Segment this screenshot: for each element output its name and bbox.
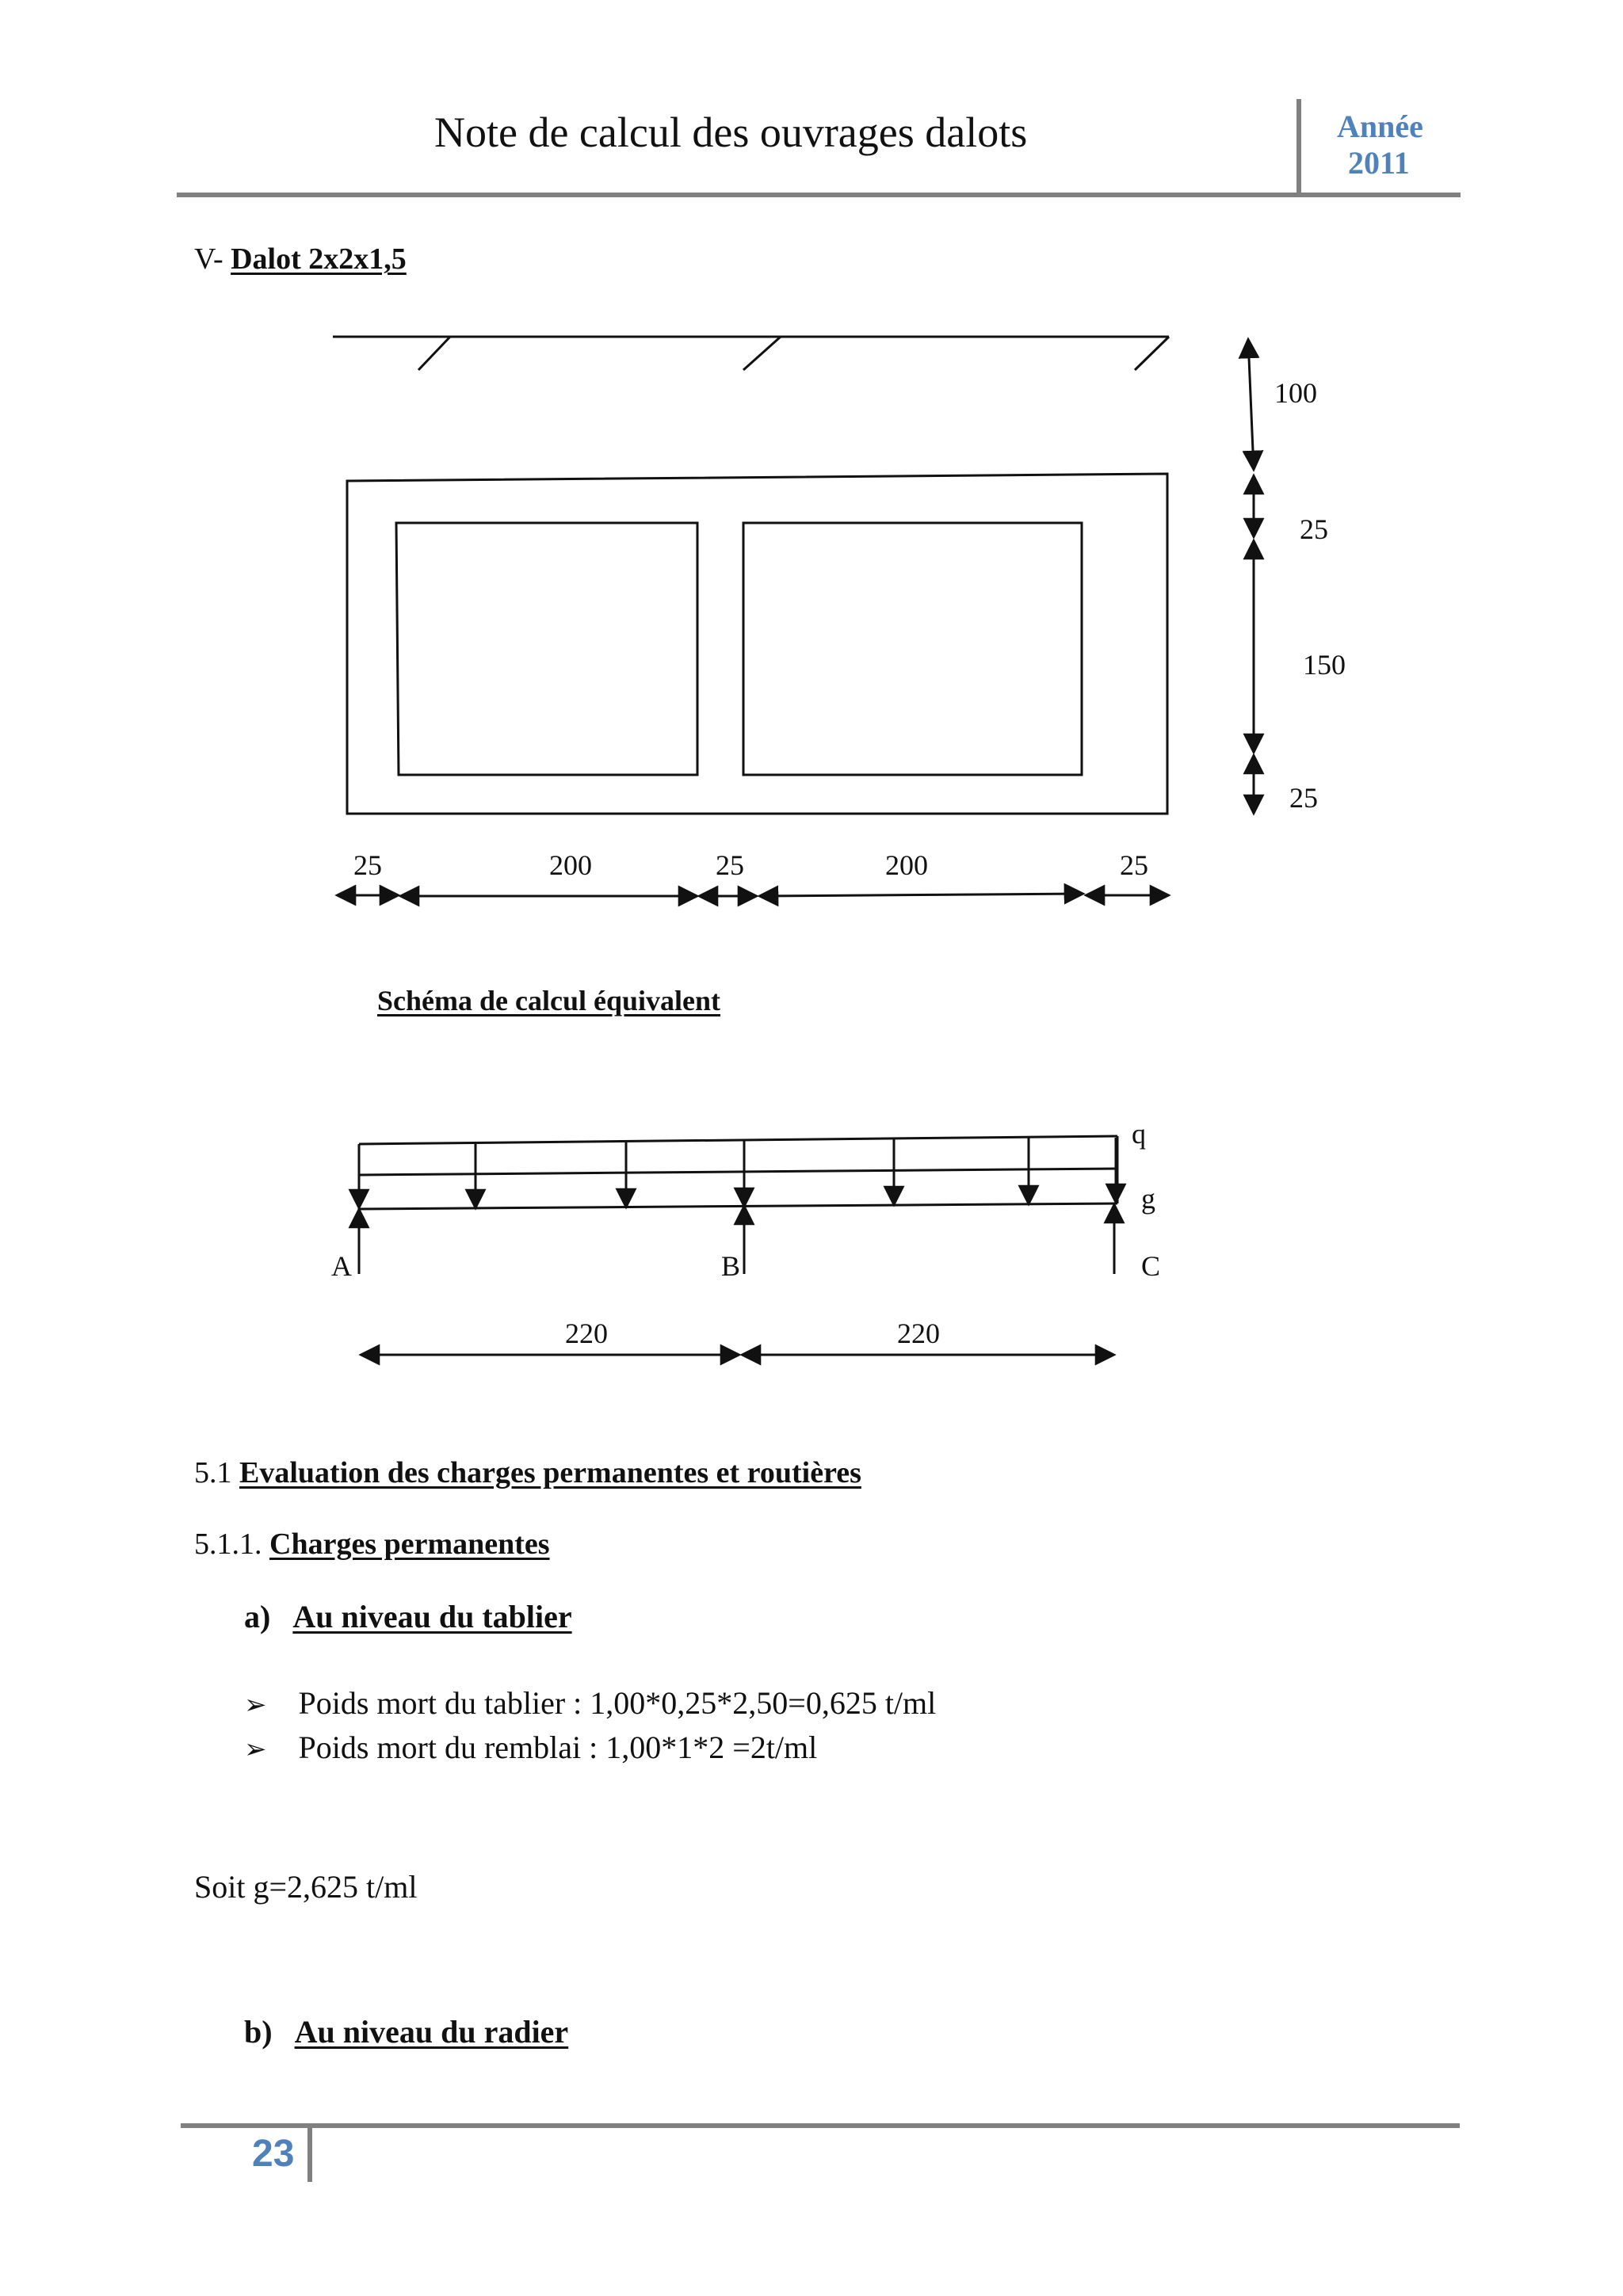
- support-label-b: B: [721, 1250, 741, 1282]
- dim-arrow-100: [1248, 339, 1254, 470]
- subsection-a-title: Au niveau du tablier: [292, 1599, 572, 1634]
- ground-hatch: [1135, 337, 1169, 370]
- year-label: Année: [1337, 109, 1423, 144]
- culvert-outer-frame: [347, 474, 1167, 814]
- bullet-text: Poids mort du tablier : 1,00*0,25*2,50=0,625 t/ml: [298, 1685, 937, 1721]
- subsection-b-heading: [244, 2016, 568, 2048]
- dim-label-25-h3: 25: [1120, 849, 1148, 881]
- section-5-1-1-title: Charges permanentes: [269, 1527, 550, 1561]
- section-5-1-1-heading: [194, 1529, 550, 1559]
- subsection-b-marker: b): [244, 2014, 273, 2050]
- dim-arrow-200-h2: [759, 894, 1083, 896]
- dim-label-25-h1: 25: [353, 849, 382, 881]
- arrowhead-bullet-icon: ➢: [244, 1691, 267, 1720]
- subsection-a-heading: [244, 1601, 572, 1633]
- dim-label-100: 100: [1274, 377, 1317, 409]
- load-label-g: g: [1141, 1183, 1155, 1215]
- dim-label-25-bottom: 25: [1289, 782, 1318, 814]
- beam-axis: [359, 1203, 1117, 1209]
- year-value: 2011: [1348, 145, 1410, 181]
- dim-label-150: 150: [1303, 649, 1346, 681]
- dim-label-25-h2: 25: [716, 849, 744, 881]
- section-5-1-heading: [194, 1458, 861, 1488]
- bullet-item: [244, 1732, 817, 1764]
- beam-scheme-figure: [0, 1070, 1623, 1386]
- footer-divider: [307, 2126, 312, 2182]
- subsection-a-marker: a): [244, 1599, 271, 1634]
- footer-rule: [181, 2123, 1460, 2128]
- span-label-ab: 220: [565, 1318, 608, 1349]
- culvert-cell-left: [396, 523, 697, 775]
- culvert-cell-right: [743, 523, 1082, 775]
- result-line: Soit g=2,625 t/ml: [194, 1869, 418, 1905]
- load-label-q: q: [1132, 1118, 1146, 1150]
- load-line-g: [359, 1169, 1117, 1175]
- section-v-title: Dalot 2x2x1,5: [231, 242, 407, 276]
- dim-label-200-h1: 200: [549, 849, 592, 881]
- load-line-q: [359, 1136, 1117, 1144]
- dim-label-200-h2: 200: [885, 849, 928, 881]
- support-label-a: A: [331, 1250, 352, 1282]
- arrowhead-bullet-icon: ➢: [244, 1735, 267, 1764]
- cross-section-figure: [0, 0, 1623, 951]
- equivalent-scheme-title: Schéma de calcul équivalent: [377, 985, 720, 1016]
- section-5-1-title: Evaluation des charges permanentes et routières: [239, 1456, 861, 1489]
- span-label-bc: 220: [897, 1318, 940, 1349]
- support-label-c: C: [1141, 1250, 1161, 1282]
- subsection-b-title: Au niveau du radier: [294, 2014, 569, 2050]
- document-title: Note de calcul des ouvrages dalots: [434, 109, 1028, 156]
- dim-label-25-top: 25: [1300, 513, 1328, 545]
- ground-hatch: [418, 337, 450, 370]
- bullet-item: [244, 1685, 937, 1721]
- page-number: 23: [252, 2133, 295, 2175]
- section-v-prefix: V-: [194, 242, 223, 276]
- bullet-text: Poids mort du remblai : 1,00*1*2 =2t/ml: [298, 1730, 818, 1765]
- ground-hatch: [743, 337, 781, 370]
- section-5-1-1-number: 5.1.1.: [194, 1527, 262, 1561]
- section-5-1-number: 5.1: [194, 1456, 232, 1489]
